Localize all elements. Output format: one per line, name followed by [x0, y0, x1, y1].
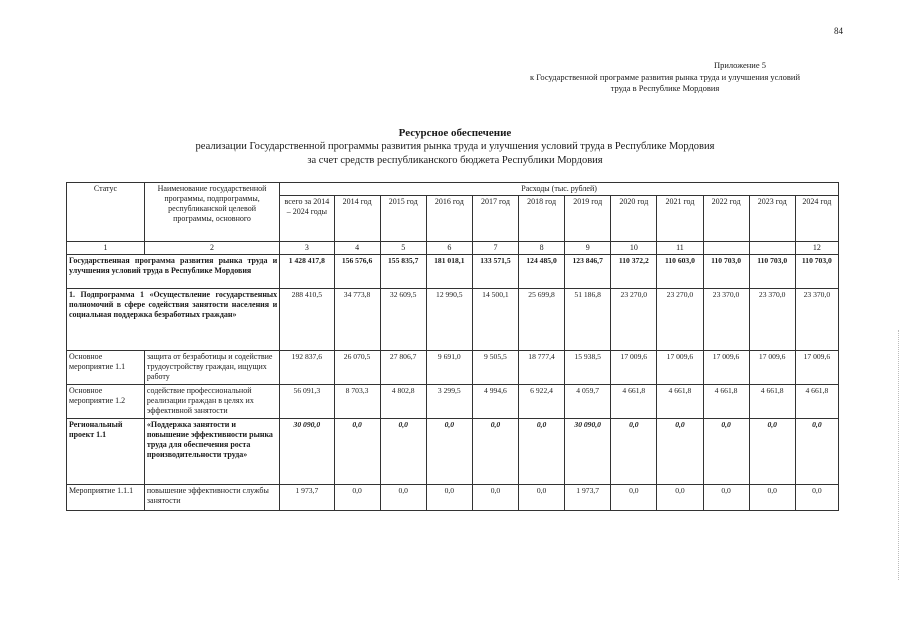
column-number: 4 [334, 242, 380, 255]
row-status: Основное мероприятие 1.2 [67, 385, 145, 419]
header-year: 2014 год [334, 196, 380, 242]
column-number: 12 [795, 242, 838, 255]
header-year: 2021 год [657, 196, 703, 242]
value-cell: 110 372,2 [611, 255, 657, 289]
title-main: Ресурсное обеспечение [398, 127, 512, 139]
value-cell: 156 576,6 [334, 255, 380, 289]
value-cell: 1 428 417,8 [280, 255, 334, 289]
column-number: 3 [280, 242, 334, 255]
header-name: Наименование государственной программы, подпрограммы, республиканской целевой программы, основного [144, 183, 279, 242]
header-year: 2018 год [519, 196, 565, 242]
value-cell: 9 505,5 [472, 351, 518, 385]
column-number [749, 242, 795, 255]
scan-edge-artifact [898, 330, 901, 580]
column-number: 7 [472, 242, 518, 255]
value-cell: 110 703,0 [795, 255, 838, 289]
value-cell: 25 699,8 [519, 289, 565, 351]
value-cell: 0,0 [657, 485, 703, 511]
header-year-total: всего за 2014 – 2024 годы [280, 196, 334, 242]
value-cell: 8 703,3 [334, 385, 380, 419]
value-cell: 0,0 [703, 485, 749, 511]
row-status: Региональный проект 1.1 [67, 419, 145, 485]
value-cell: 0,0 [472, 419, 518, 485]
table-row [67, 351, 839, 385]
value-cell: 17 009,6 [703, 351, 749, 385]
value-cell: 4 802,8 [380, 385, 426, 419]
value-cell: 0,0 [611, 485, 657, 511]
value-cell: 0,0 [703, 419, 749, 485]
value-cell: 192 837,6 [280, 351, 334, 385]
table-row [67, 385, 839, 419]
value-cell: 51 186,8 [565, 289, 611, 351]
header-year: 2024 год [795, 196, 838, 242]
row-name: защита от безработицы и содействие трудоустройству граждан, ищущих работу [144, 351, 279, 385]
column-number: 6 [426, 242, 472, 255]
value-cell: 0,0 [380, 485, 426, 511]
value-cell: 0,0 [657, 419, 703, 485]
value-cell: 181 018,1 [426, 255, 472, 289]
value-cell: 110 703,0 [703, 255, 749, 289]
value-cell: 27 806,7 [380, 351, 426, 385]
column-number: 10 [611, 242, 657, 255]
value-cell: 32 609,5 [380, 289, 426, 351]
value-cell: 30 090,0 [280, 419, 334, 485]
column-number: 1 [67, 242, 145, 255]
value-cell: 0,0 [519, 419, 565, 485]
value-cell: 17 009,6 [611, 351, 657, 385]
value-cell: 14 500,1 [472, 289, 518, 351]
value-cell: 4 661,8 [795, 385, 838, 419]
header-year: 2015 год [380, 196, 426, 242]
value-cell: 4 661,8 [657, 385, 703, 419]
value-cell: 0,0 [611, 419, 657, 485]
header-status: Статус [67, 183, 145, 242]
value-cell: 3 299,5 [426, 385, 472, 419]
value-cell: 17 009,6 [657, 351, 703, 385]
document-title [60, 126, 850, 167]
row-status: Основное мероприятие 1.1 [67, 351, 145, 385]
appendix-number: Приложение 5 [714, 60, 766, 70]
value-cell: 17 009,6 [749, 351, 795, 385]
column-number: 2 [144, 242, 279, 255]
value-cell: 6 922,4 [519, 385, 565, 419]
value-cell: 124 485,0 [519, 255, 565, 289]
value-cell: 0,0 [426, 419, 472, 485]
value-cell: 0,0 [426, 485, 472, 511]
value-cell: 18 777,4 [519, 351, 565, 385]
value-cell: 1 973,7 [565, 485, 611, 511]
row-title: 1. Подпрограмма 1 «Осуществление государственных полномочий в сфере содействия занятости населения и социальная поддержка безработных граждан» [67, 289, 280, 351]
value-cell: 12 990,5 [426, 289, 472, 351]
value-cell: 17 009,6 [795, 351, 838, 385]
row-status: Мероприятие 1.1.1 [67, 485, 145, 511]
value-cell: 23 370,0 [703, 289, 749, 351]
value-cell: 4 661,8 [749, 385, 795, 419]
value-cell: 23 370,0 [749, 289, 795, 351]
row-name: повышение эффективности службы занятости [144, 485, 279, 511]
value-cell: 155 835,7 [380, 255, 426, 289]
appendix-reference-line-2: труда в Республике Мордовия [610, 83, 720, 93]
value-cell: 23 270,0 [611, 289, 657, 351]
header-expenses: Расходы (тыс. рублей) [280, 183, 839, 196]
value-cell: 0,0 [472, 485, 518, 511]
value-cell: 9 691,0 [426, 351, 472, 385]
value-cell: 4 661,8 [703, 385, 749, 419]
table-row-program [67, 255, 839, 289]
value-cell: 0,0 [749, 485, 795, 511]
value-cell: 133 571,5 [472, 255, 518, 289]
value-cell: 15 938,5 [565, 351, 611, 385]
value-cell: 4 661,8 [611, 385, 657, 419]
header-year: 2016 год [426, 196, 472, 242]
value-cell: 0,0 [334, 419, 380, 485]
value-cell: 110 703,0 [749, 255, 795, 289]
column-number: 8 [519, 242, 565, 255]
column-number: 9 [565, 242, 611, 255]
value-cell: 1 973,7 [280, 485, 334, 511]
column-number: 5 [380, 242, 426, 255]
value-cell: 23 270,0 [657, 289, 703, 351]
column-number: 11 [657, 242, 703, 255]
funding-table [66, 182, 839, 511]
row-title: Государственная программа развития рынка труда и улучшения условий труда в Республике Мордовия [67, 255, 280, 289]
title-subtitle-2: за счет средств республиканского бюджета Республики Мордовия [307, 154, 603, 166]
value-cell: 4 059,7 [565, 385, 611, 419]
value-cell: 123 846,7 [565, 255, 611, 289]
page-number: 84 [834, 26, 843, 36]
appendix-reference-line: к Государственной программе развития рынка труда и улучшения условий [530, 71, 800, 82]
column-number [703, 242, 749, 255]
value-cell: 0,0 [334, 485, 380, 511]
value-cell: 4 994,6 [472, 385, 518, 419]
value-cell: 34 773,8 [334, 289, 380, 351]
header-year: 2020 год [611, 196, 657, 242]
value-cell: 26 070,5 [334, 351, 380, 385]
table-row [67, 485, 839, 511]
value-cell: 110 603,0 [657, 255, 703, 289]
value-cell: 288 410,5 [280, 289, 334, 351]
header-year: 2019 год [565, 196, 611, 242]
value-cell: 0,0 [380, 419, 426, 485]
value-cell: 30 090,0 [565, 419, 611, 485]
row-name: содействие профессиональной реализации граждан в целях их эффективной занятости [144, 385, 279, 419]
value-cell: 0,0 [795, 419, 838, 485]
value-cell: 23 370,0 [795, 289, 838, 351]
title-subtitle: реализации Государственной программы развития рынка труда и улучшения условий труда в Республике Мордовия [195, 141, 715, 152]
value-cell: 56 091,3 [280, 385, 334, 419]
header-year: 2017 год [472, 196, 518, 242]
value-cell: 0,0 [795, 485, 838, 511]
column-numbering-row [67, 242, 839, 255]
table-row-subprogram [67, 289, 839, 351]
table-row-regional-project [67, 419, 839, 485]
header-year: 2022 год [703, 196, 749, 242]
header-year: 2023 год [749, 196, 795, 242]
row-name: «Поддержка занятости и повышение эффективности рынка труда для обеспечения роста производительности труда» [144, 419, 279, 485]
appendix-header [480, 60, 850, 95]
value-cell: 0,0 [749, 419, 795, 485]
value-cell: 0,0 [519, 485, 565, 511]
